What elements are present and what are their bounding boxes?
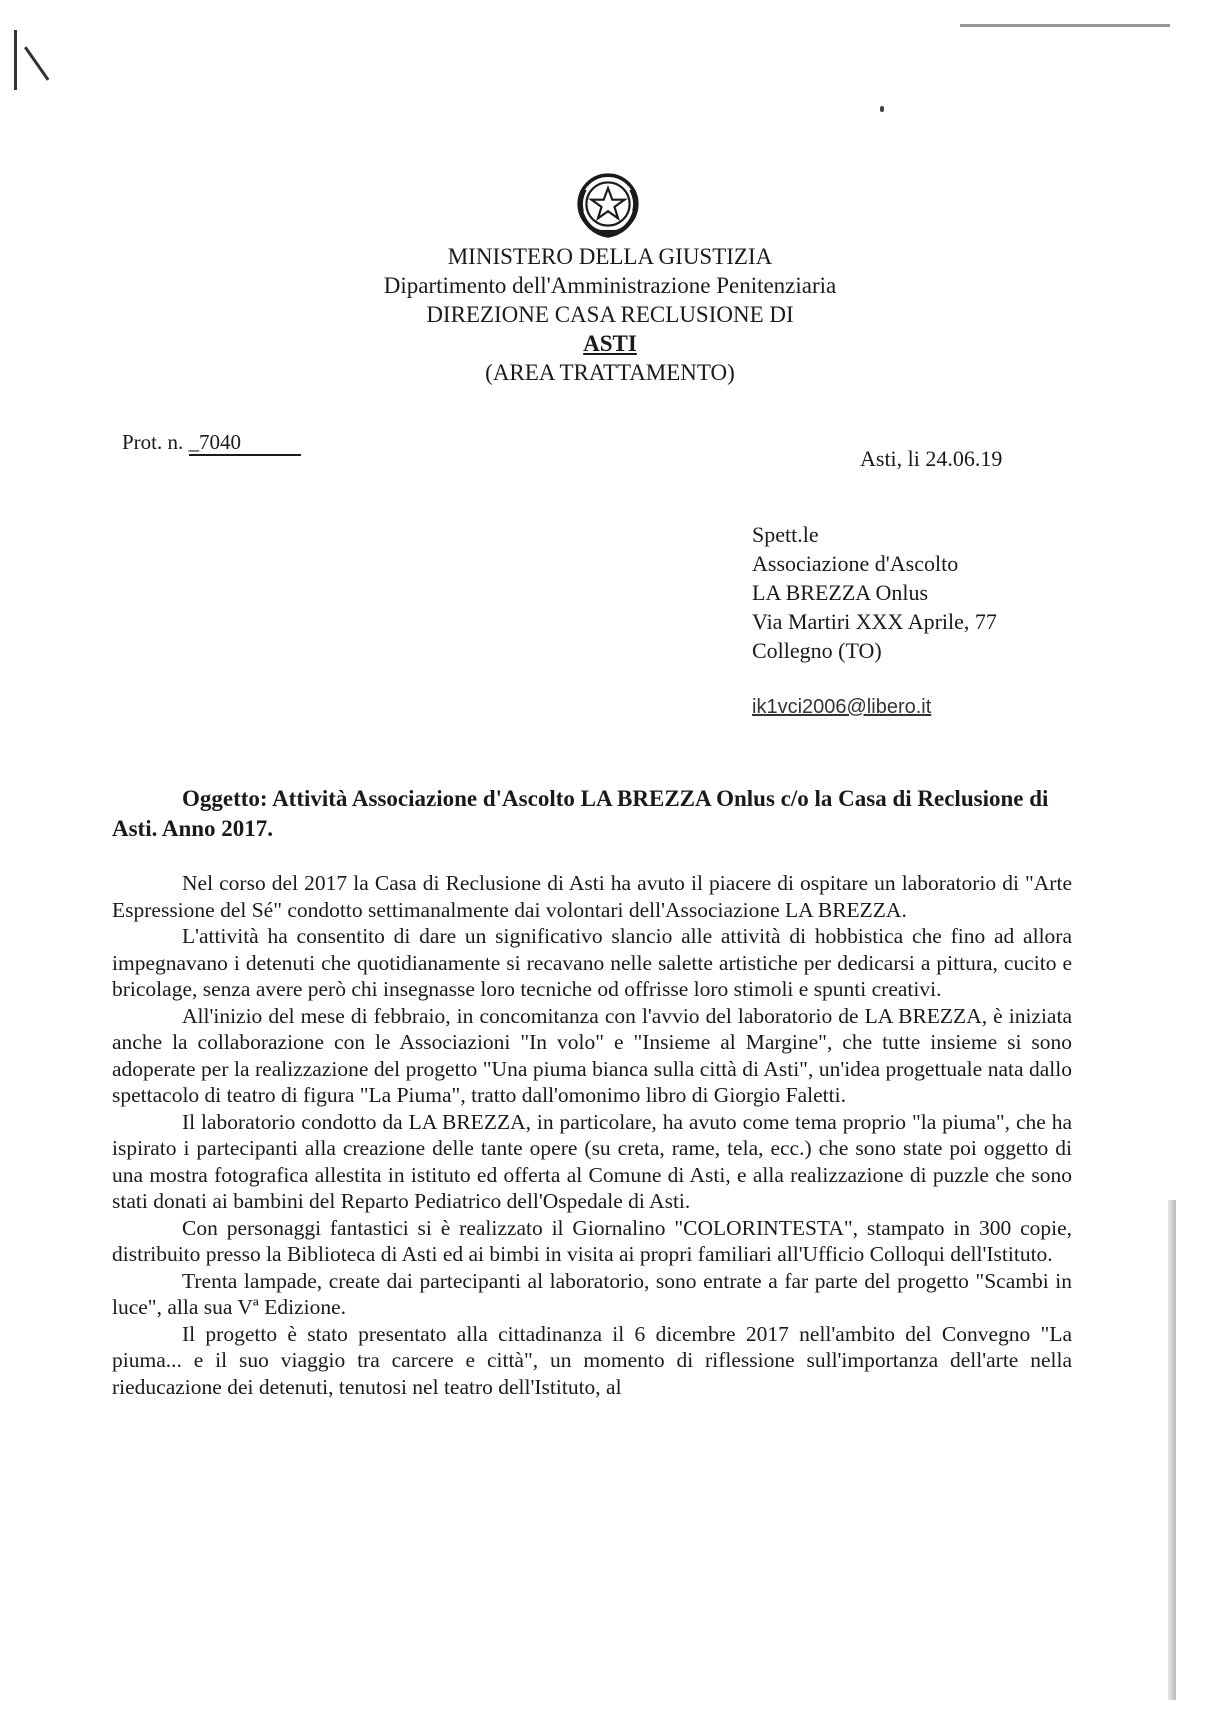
recipient-line: Via Martiri XXX Aprile, 77 (752, 609, 997, 634)
body-paragraph: Il laboratorio condotto da LA BREZZA, in particolare, ha avuto come tema proprio "la piuma", che ha ispirato i partecipanti alla creazione delle tante opere (su creta, rame, tela, ecc.) che sono state poi oggetto di una mostra fotografica allestita in istituto ed offerta al Comune di Asti, e alla realizzazione di puzzle che sono stati donati ai bambini del Reparto Pediatrico dell'Ospedale di Asti. (112, 1109, 1072, 1213)
area-name: (AREA TRATTAMENTO) (485, 360, 735, 385)
protocol-label: Prot. n. (122, 430, 184, 454)
recipient-email: ik1vci2006@libero.it (752, 696, 932, 718)
subject-line (112, 784, 1072, 844)
scan-artifact-slash (24, 46, 49, 80)
body-paragraph: Con personaggi fantastici si è realizzato il Giornalino "COLORINTESTA", stampato in 300 copie, distribuito presso la Biblioteca di Asti ed ai bimbi in visita ai propri familiari all'Ufficio Colloqui dell'Istituto. (112, 1215, 1072, 1266)
ministry-name: MINISTERO DELLA GIUSTIZIA (447, 244, 773, 269)
letter-body (112, 870, 1072, 1400)
subject-label: Oggetto: (182, 786, 268, 811)
recipient-line: LA BREZZA Onlus (752, 580, 929, 605)
protocol-number (122, 430, 301, 455)
body-paragraph: Trenta lampade, create dai partecipanti al laboratorio, sono entrate a far parte del progetto "Scambi in luce", alla sua Vª Edizione. (112, 1268, 1072, 1319)
protocol-value: _7040 (189, 430, 302, 456)
department-name: Dipartimento dell'Amministrazione Penitenziaria (383, 273, 837, 298)
body-paragraph: All'inizio del mese di febbraio, in concomitanza con l'avvio del laboratorio de LA BREZZA, è iniziata anche la collaborazione con le Associazioni "In volo" e "Insieme al Margine", che tutte insieme si sono adoperate per la realizzazione del progetto "Una piuma bianca sulla città di Asti", un'idea progettuale nata dallo spettacolo di teatro di figura "La Piuma", tratto dall'omonimo libro di Giorgio Faletti. (112, 1003, 1072, 1107)
recipient-line: Collegno (TO) (752, 638, 882, 663)
scan-artifact-right-edge (1168, 1200, 1176, 1700)
recipient-address (752, 520, 997, 722)
scan-artifact-mark (14, 30, 17, 90)
direction-name: DIREZIONE CASA RECLUSIONE DI (426, 302, 794, 327)
body-paragraph: Nel corso del 2017 la Casa di Reclusione di Asti ha avuto il piacere di ospitare un laboratorio di "Arte Espressione del Sé" condotto settimanalmente dai volontari dell'Associazione LA BREZZA. (112, 871, 1072, 922)
city-name: ASTI (583, 331, 637, 356)
recipient-line: Associazione d'Ascolto (752, 551, 959, 576)
scan-artifact-dot (880, 106, 884, 112)
scan-artifact-top-bar (960, 24, 1170, 27)
place-date: Asti, li 24.06.19 (860, 446, 1003, 471)
recipient-salutation: Spett.le (752, 522, 819, 547)
italian-republic-emblem-icon (572, 168, 644, 240)
letterhead (300, 242, 920, 387)
body-paragraph: L'attività ha consentito di dare un significativo slancio alle attività di hobbistica che fino ad allora impegnavano i detenuti che quotidianamente si recavano nelle salette artistiche per dedicarsi a pittura, cucito e bricolage, senza avere però chi insegnasse loro tecniche od offrisse loro stimoli e spunti creativi. (112, 924, 1072, 1001)
body-paragraph: Il progetto è stato presentato alla cittadinanza il 6 dicembre 2017 nell'ambito del Convegno "La piuma... e il suo viaggio tra carcere e città", un momento di riflessione sull'importanza dell'arte nella rieducazione dei detenuti, tenutosi nel teatro dell'Istituto, al (112, 1321, 1072, 1399)
subject-text: Attività Associazione d'Ascolto LA BREZZA Onlus c/o la Casa di Reclusione di Asti. Anno 2017. (112, 786, 1049, 841)
